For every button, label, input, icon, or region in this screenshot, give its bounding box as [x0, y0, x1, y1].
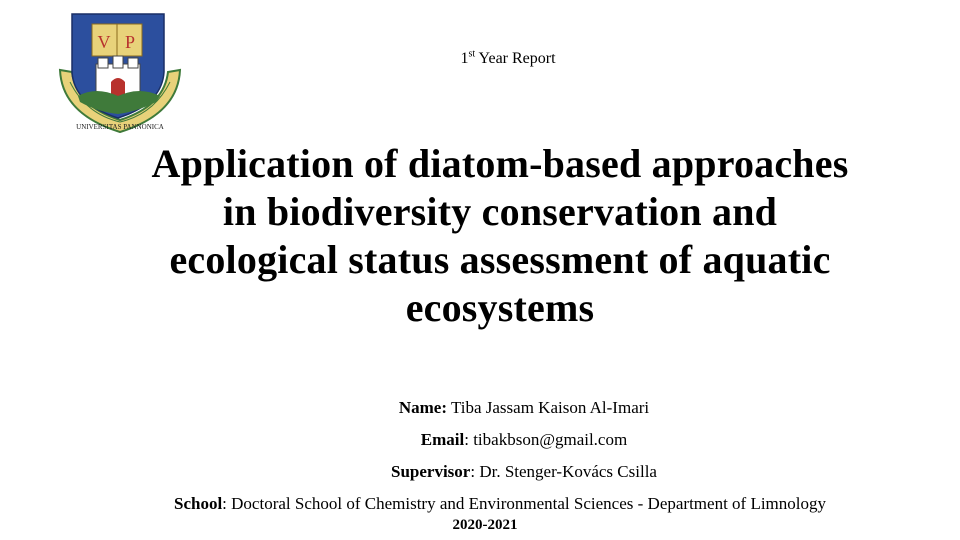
supervisor-line: [0, 462, 960, 482]
school-value: : Doctoral School of Chemistry and Environmental Sciences - Department of Limnology: [222, 494, 827, 513]
title-line-1: Application of diatom-based approaches: [151, 141, 849, 186]
logo-letter-p: P: [124, 32, 136, 52]
academic-year: 2020-2021: [452, 517, 518, 533]
university-logo: [56, 10, 184, 134]
email-line: [0, 430, 960, 450]
school-label: School: [173, 494, 223, 513]
title-line-3: ecological status assessment of aquatic: [169, 237, 831, 282]
supervisor-label: Supervisor: [391, 462, 471, 481]
supervisor-value: : Dr. Stenger-Kovács Csilla: [470, 462, 657, 481]
name-label: Name:: [398, 398, 448, 417]
title-line-2: in biodiversity conservation and: [222, 189, 778, 234]
logo-letter-v: V: [97, 32, 111, 52]
report-superscript: st: [468, 48, 476, 60]
author-name-line: [0, 398, 960, 418]
title-line-4: ecosystems: [405, 285, 595, 330]
school-line: [0, 494, 960, 514]
logo-motto: UNIVERSITAS PANNONICA: [76, 123, 164, 131]
name-value: Tiba Jassam Kaison Al-Imari: [447, 398, 650, 417]
slide-title: [0, 140, 960, 332]
report-heading: [0, 50, 960, 68]
email-value: : tibakbson@gmail.com: [464, 430, 628, 449]
report-label: Year Report: [475, 50, 556, 67]
report-number: 1: [460, 50, 469, 67]
email-label: Email: [420, 430, 465, 449]
